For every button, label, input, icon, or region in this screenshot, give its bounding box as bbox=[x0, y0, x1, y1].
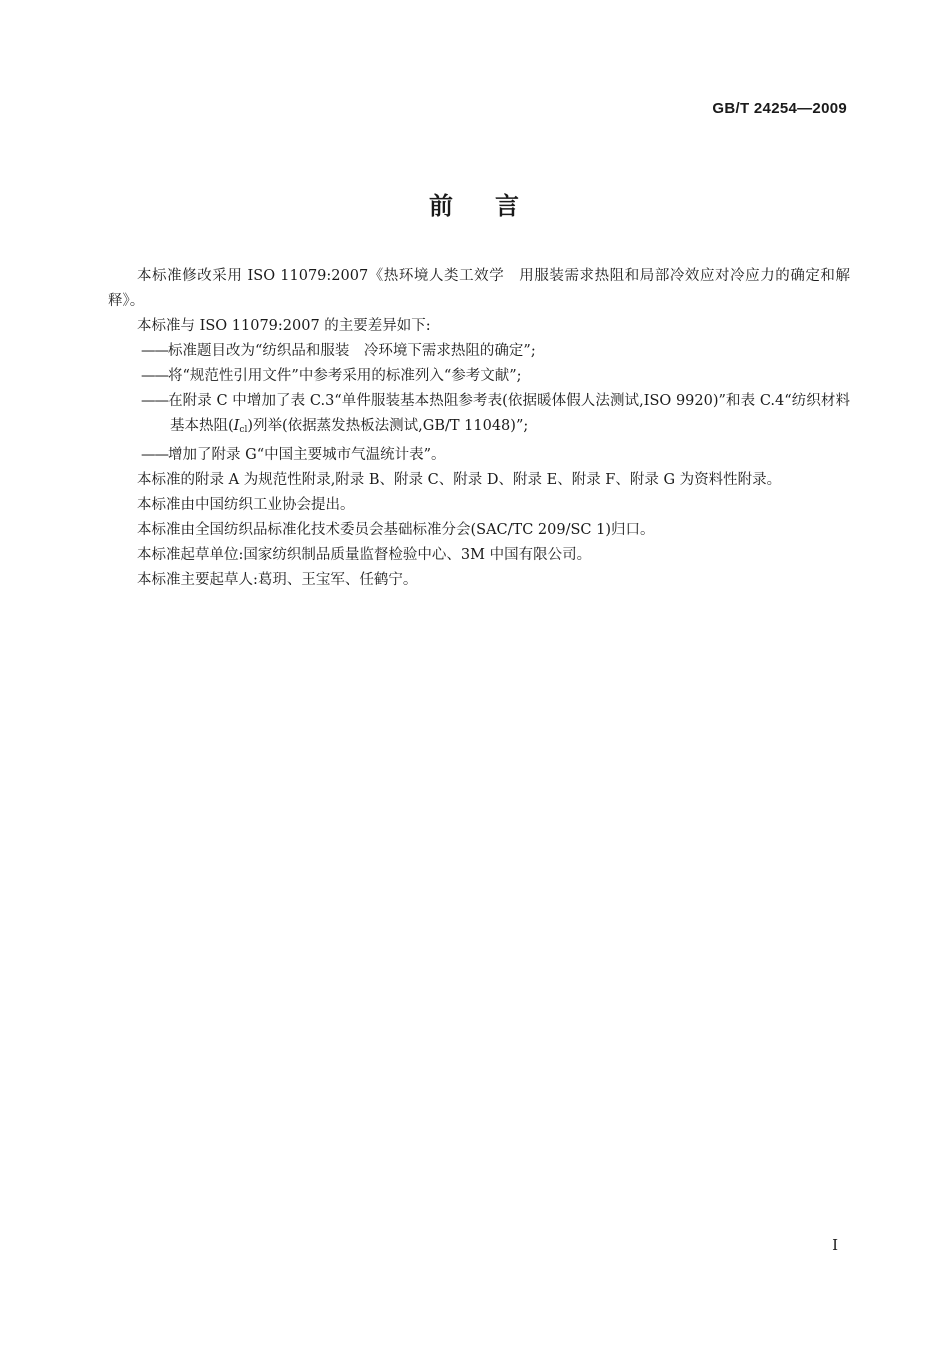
difference-text-part-b: )列举(依据蒸发热板法测试,GB/T 11048)”; bbox=[247, 418, 529, 434]
paragraph-annexes: 本标准的附录 A 为规范性附录,附录 B、附录 C、附录 D、附录 E、附录 F、附录 G 为资料性附录。 bbox=[137, 472, 782, 488]
variable-subscript: cl bbox=[239, 425, 248, 435]
dash-mark: —— bbox=[141, 368, 168, 384]
dash-mark: —— bbox=[141, 393, 168, 409]
paragraph-committee: 本标准由全国纺织品标准化技术委员会基础标准分会(SAC/TC 209/SC 1)归口。 bbox=[137, 522, 655, 538]
difference-item-references bbox=[108, 364, 850, 389]
difference-text: 标准题目改为“纺织品和服装 冷环境下需求热阻的确定”; bbox=[168, 343, 536, 359]
difference-text: 增加了附录 G“中国主要城市气温统计表”。 bbox=[168, 447, 446, 463]
dash-mark: —— bbox=[141, 447, 168, 463]
title-char-2: 言 bbox=[495, 192, 521, 220]
difference-item-annex-g bbox=[108, 443, 850, 468]
difference-item-tables bbox=[108, 389, 850, 443]
difference-item-title bbox=[108, 339, 850, 364]
paragraph-drafters: 本标准主要起草人:葛玥、王宝军、任鹤宁。 bbox=[137, 572, 418, 588]
difference-text-part-a: 在附录 C 中增加了表 C.3“单件服装基本热阻参考表(依据暖体假人法测试,ISO 9920)”和表 C.4“纺织材料基本热阻( bbox=[168, 393, 850, 434]
page-number: I bbox=[832, 1236, 838, 1254]
difference-text: 将“规范性引用文件”中参考采用的标准列入“参考文献”; bbox=[168, 368, 522, 384]
paragraph-proposer: 本标准由中国纺织工业协会提出。 bbox=[137, 497, 355, 513]
paragraph-adoption: 本标准修改采用 ISO 11079:2007《热环境人类工效学 用服装需求热阻和局部冷效应对冷应力的确定和解释》。 bbox=[108, 268, 850, 309]
standard-number: GB/T 24254—2009 bbox=[712, 100, 847, 117]
foreword-body bbox=[108, 264, 850, 593]
title-char-1: 前 bbox=[429, 192, 455, 220]
variable-i: I bbox=[233, 418, 240, 434]
paragraph-differences-intro: 本标准与 ISO 11079:2007 的主要差异如下: bbox=[137, 318, 431, 334]
paragraph-drafting-units: 本标准起草单位:国家纺织制品质量监督检验中心、3M 中国有限公司。 bbox=[137, 547, 592, 563]
dash-mark: —— bbox=[141, 343, 168, 359]
page-title bbox=[0, 186, 950, 221]
